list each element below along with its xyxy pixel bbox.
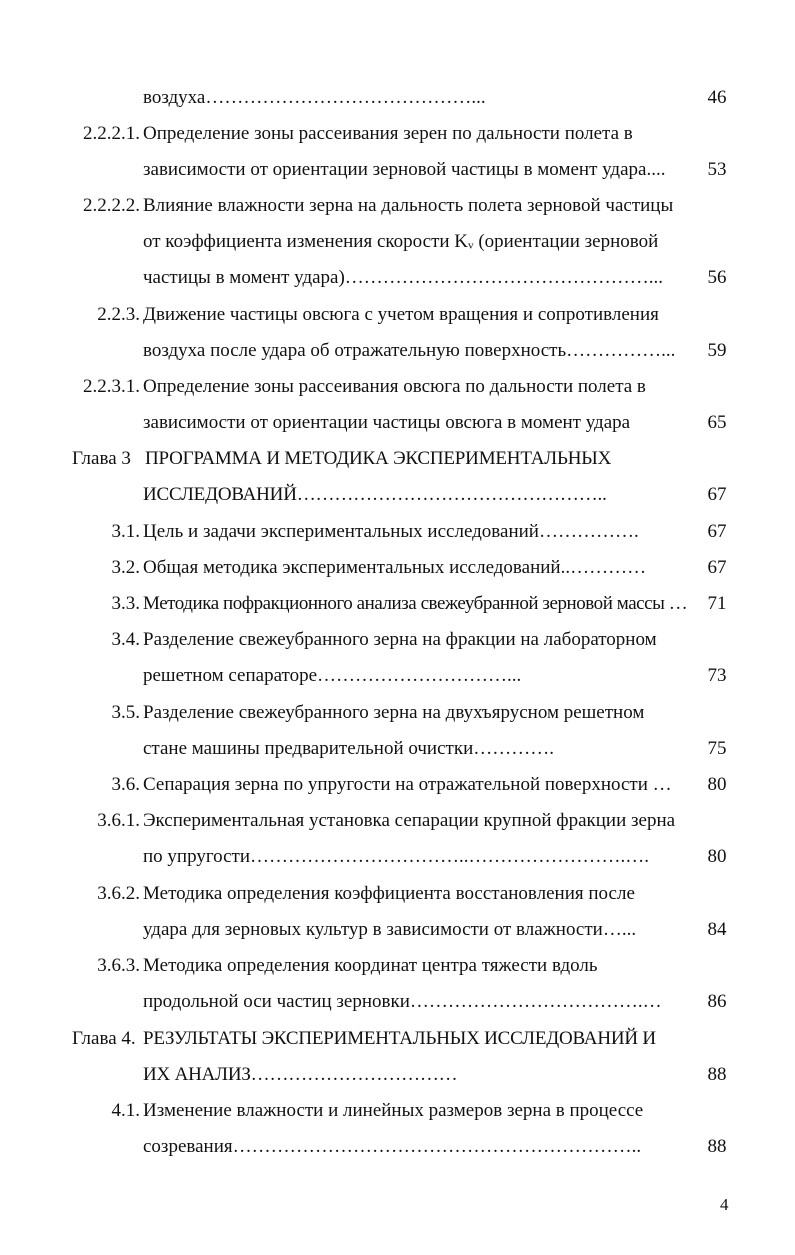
toc-section-number: 4.1.	[111, 1100, 140, 1121]
toc-page-number: 59	[707, 340, 727, 361]
toc-section-number: 3.5.	[111, 702, 140, 723]
toc-section-number: 3.6.1.	[97, 810, 140, 831]
toc-section-number: 3.6.3.	[97, 955, 140, 976]
toc-entry-text: от коэффициента изменения скорости Kᵥ (ориентации зерновой	[143, 231, 659, 252]
toc-entry-text: Общая методика экспериментальных исследований..…………	[143, 557, 647, 578]
toc-section-number: 2.2.3.	[97, 304, 140, 325]
toc-entry-text: Движение частицы овсюга с учетом вращения и сопротивления	[143, 304, 659, 325]
toc-page-number: 75	[707, 738, 727, 759]
toc-entry-text: Методика определения координат центра тяжести вдоль	[143, 955, 598, 976]
chapter-title: ИССЛЕДОВАНИЙ…………………………………………..	[143, 484, 607, 505]
toc-entry-text: Разделение свежеубранного зерна на фракции на лабораторном	[143, 629, 657, 650]
toc-entry-text: Экспериментальная установка сепарации крупной фракции зерна	[143, 810, 676, 831]
toc-entry-text: Определение зоны рассеивания овсюга по дальности полета в	[143, 376, 646, 397]
toc-section-number: 2.2.2.1.	[83, 123, 140, 144]
chapter-label: Глава 3	[72, 448, 131, 469]
toc-page-number: 88	[707, 1064, 727, 1085]
toc-section-number: 3.2.	[111, 557, 140, 578]
toc-entry-text: Цель и задачи экспериментальных исследований…………….	[143, 521, 639, 542]
toc-section-number: 3.6.	[111, 774, 140, 795]
toc-entry-text: Влияние влажности зерна на дальность полета зерновой частицы	[143, 195, 674, 216]
toc-page-number: 84	[707, 919, 727, 940]
toc-section-number: 2.2.3.1.	[83, 376, 140, 397]
toc-section-number: 2.2.2.2.	[83, 195, 140, 216]
toc-entry-text: Изменение влажности и линейных размеров зерна в процессе	[143, 1100, 644, 1121]
toc-entry-text: решетном сепараторе…………………………...	[143, 665, 522, 686]
toc-entry-text: Методика пофракционного анализа свежеубранной зерновой массы …	[143, 593, 688, 614]
page-number: 4	[720, 1195, 729, 1214]
toc-entry-text: зависимости от ориентации частицы овсюга в момент удара	[143, 412, 631, 433]
toc-page-number: 53	[707, 159, 727, 180]
toc-page-number: 71	[707, 593, 727, 614]
toc-page-number: 56	[707, 267, 727, 288]
toc-entry-text: стане машины предварительной очистки………….	[143, 738, 554, 759]
toc-page-number: 86	[707, 991, 727, 1012]
toc-page-number: 80	[707, 774, 727, 795]
toc-page-number: 46	[707, 87, 727, 108]
toc-entry-text: Методика определения коэффициента восстановления после	[143, 883, 635, 904]
toc-page-number: 73	[707, 665, 727, 686]
toc-entry-text: Определение зоны рассеивания зерен по дальности полета в	[143, 123, 633, 144]
chapter-title: ПРОГРАММА И МЕТОДИКА ЭКСПЕРИМЕНТАЛЬНЫХ	[145, 448, 612, 469]
toc-entry-text: воздуха……………………………………...	[143, 87, 486, 108]
toc-page-number: 67	[707, 484, 727, 505]
toc-page-number: 65	[707, 412, 727, 433]
toc-entry-text: Сепарация зерна по упругости на отражательной поверхности …	[143, 774, 672, 795]
toc-entry-text: Разделение свежеубранного зерна на двухъярусном решетном	[143, 702, 645, 723]
chapter-label: Глава 4.	[72, 1028, 136, 1049]
toc-section-number: 3.4.	[111, 629, 140, 650]
toc-entry-text: продольной оси частиц зерновки……………………………….…	[143, 991, 662, 1012]
toc-page-number: 80	[707, 846, 727, 867]
toc-section-number: 3.1.	[111, 521, 140, 542]
toc-entry-text: по упругости……………………………..…………………….….	[143, 846, 650, 867]
toc-entry-text: частицы в момент удара)…………………………………………...	[143, 267, 664, 288]
toc-entry-text: зависимости от ориентации зерновой частицы в момент удара....	[143, 159, 666, 180]
toc-entry-text: созревания………………………………………………………..	[143, 1136, 642, 1157]
chapter-title: ИХ АНАЛИЗ……………………………	[143, 1064, 458, 1085]
toc-entry-text: удара для зерновых культур в зависимости от влажности…...	[143, 919, 637, 940]
toc-section-number: 3.6.2.	[97, 883, 140, 904]
toc-page-number: 67	[707, 521, 727, 542]
toc-page-number: 88	[707, 1136, 727, 1157]
toc-entry-text: воздуха после удара об отражательную поверхность……………...	[143, 340, 676, 361]
toc-section-number: 3.3.	[111, 593, 140, 614]
chapter-title: РЕЗУЛЬТАТЫ ЭКСПЕРИМЕНТАЛЬНЫХ ИССЛЕДОВАНИЙ И	[143, 1028, 656, 1049]
toc-page-number: 67	[707, 557, 727, 578]
